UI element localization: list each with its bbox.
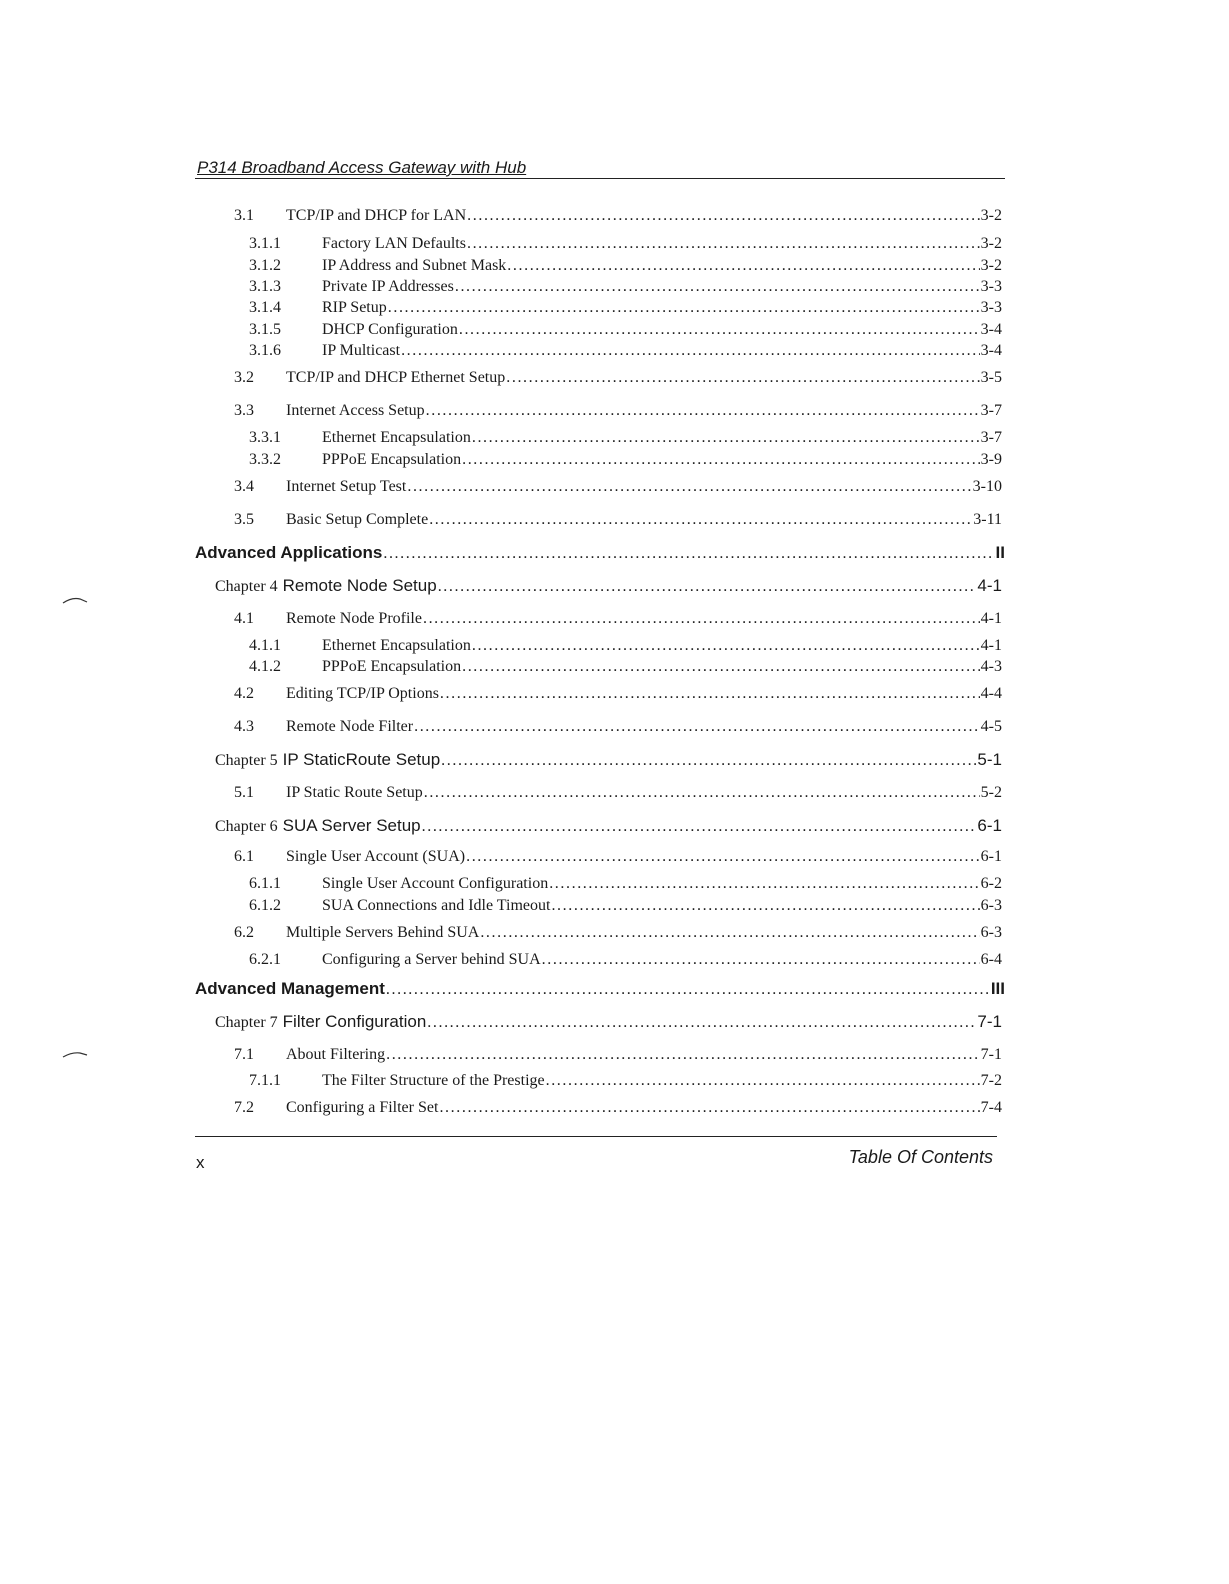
toc-entry-number: 6.2 [234, 924, 254, 941]
toc-entry[interactable] [234, 717, 1002, 737]
scan-mark [62, 1050, 88, 1058]
toc-entry-number: 3.1.2 [249, 257, 281, 274]
toc-page-number: 3-11 [973, 511, 1002, 528]
toc-page-number: 6-3 [980, 897, 1002, 914]
toc-entry-title: Remote Node Profile [286, 610, 422, 627]
toc-entry[interactable] [249, 256, 1002, 276]
toc-entry-number: 3.2 [234, 369, 254, 386]
toc-dot-leader [546, 1071, 980, 1091]
toc-entry-title: Remote Node Filter [286, 718, 414, 735]
toc-entry-number: 3.1.1 [249, 235, 281, 252]
toc-entry-title: RIP Setup [322, 299, 387, 316]
toc-entry-number: 4.2 [234, 685, 254, 702]
toc-page-number: 5-1 [977, 750, 1002, 769]
toc-chapter-label: Chapter 5 [215, 752, 278, 769]
toc-entry[interactable] [249, 1071, 1002, 1091]
toc-entry-number: 3.3.1 [249, 429, 281, 446]
toc-dot-leader [467, 234, 980, 254]
toc-entry[interactable] [249, 320, 1002, 340]
toc-entry-number: 3.3.2 [249, 451, 281, 468]
toc-dot-leader [551, 896, 979, 916]
toc-page-number: 4-1 [980, 637, 1002, 654]
toc-dot-leader [438, 577, 977, 597]
toc-page-number: III [990, 979, 1005, 998]
toc-entry-title: Remote Node Setup [282, 576, 437, 595]
toc-entry[interactable] [249, 896, 1002, 916]
toc-entry-number: 4.3 [234, 718, 254, 735]
toc-entry-number: 3.1 [234, 207, 254, 224]
toc-entry[interactable] [249, 341, 1002, 361]
toc-page-number: 4-1 [980, 610, 1002, 627]
header-rule [195, 178, 1005, 179]
toc-dot-leader [507, 256, 979, 276]
toc-entry[interactable] [234, 847, 1002, 867]
toc-entry-title: Internet Setup Test [286, 478, 407, 495]
toc-page-number: 3-9 [980, 451, 1002, 468]
toc-entry[interactable] [234, 923, 1002, 943]
toc-entry[interactable] [249, 950, 1002, 970]
footer-rule [195, 1136, 997, 1137]
toc-entry-title: Editing TCP/IP Options [286, 685, 439, 702]
toc-entry-title: Basic Setup Complete [286, 511, 429, 528]
toc-page-number: 3-10 [972, 478, 1002, 495]
toc-dot-leader [462, 657, 980, 677]
toc-page-number: 3-2 [980, 257, 1002, 274]
toc-dot-leader [401, 341, 980, 361]
toc-dot-leader [506, 368, 979, 388]
toc-entry[interactable] [234, 609, 1002, 629]
toc-entry-title: TCP/IP and DHCP Ethernet Setup [286, 369, 506, 386]
toc-dot-leader [549, 874, 979, 894]
toc-dot-leader [480, 923, 979, 943]
toc-entry[interactable] [215, 576, 1002, 597]
toc-entry-title: About Filtering [286, 1046, 386, 1063]
toc-entry[interactable] [234, 510, 1002, 530]
toc-page-number: 6-1 [977, 816, 1002, 835]
toc-entry[interactable] [234, 1045, 1002, 1065]
toc-entry-number: 3.5 [234, 511, 254, 528]
page-number: x [196, 1153, 205, 1172]
toc-dot-leader [459, 320, 980, 340]
toc-page-number: 3-3 [980, 278, 1002, 295]
toc-entry-number: 6.2.1 [249, 951, 281, 968]
toc-entry-title: SUA Server Setup [282, 816, 421, 835]
toc-dot-leader [440, 684, 980, 704]
toc-entry-number: 3.1.6 [249, 342, 281, 359]
toc-entry[interactable] [249, 636, 1002, 656]
toc-page-number: 6-4 [980, 951, 1002, 968]
toc-entry-number: 3.4 [234, 478, 254, 495]
toc-entry-number: 3.3 [234, 402, 254, 419]
toc-entry[interactable] [215, 816, 1002, 837]
toc-entry-title: Filter Configuration [282, 1012, 427, 1031]
toc-dot-leader [472, 636, 980, 656]
scan-mark [62, 596, 88, 604]
toc-entry-title: The Filter Structure of the Prestige [322, 1072, 545, 1089]
toc-entry-number: 4.1 [234, 610, 254, 627]
toc-entry-title: PPPoE Encapsulation [322, 658, 462, 675]
toc-entry-title: Ethernet Encapsulation [322, 637, 471, 654]
toc-dot-leader [422, 817, 977, 837]
toc-entry-title: Multiple Servers Behind SUA [286, 924, 480, 941]
toc-dot-leader [407, 477, 971, 497]
toc-entry-number: 3.1.5 [249, 321, 281, 338]
toc-chapter-label: Chapter 4 [215, 578, 278, 595]
toc-entry-title: Configuring a Server behind SUA [322, 951, 541, 968]
toc-page-number: 7-1 [980, 1046, 1002, 1063]
toc-entry-title: PPPoE Encapsulation [322, 451, 462, 468]
toc-entry[interactable] [195, 543, 1005, 564]
toc-dot-leader [414, 717, 980, 737]
toc-page-number: 3-3 [980, 299, 1002, 316]
toc-entry-title: Internet Access Setup [286, 402, 425, 419]
toc-page-number: 4-1 [977, 576, 1002, 595]
running-header-title: P314 Broadband Access Gateway with Hub [197, 158, 527, 177]
toc-entry[interactable] [195, 979, 1005, 1000]
toc-dot-leader [383, 544, 994, 564]
toc-entry[interactable] [249, 450, 1002, 470]
toc-entry-title: Private IP Addresses [322, 278, 454, 295]
toc-entry-number: 3.1.3 [249, 278, 281, 295]
toc-entry-number: 7.1 [234, 1046, 254, 1063]
toc-entry[interactable] [234, 1098, 1002, 1118]
toc-page-number: 3-7 [980, 429, 1002, 446]
toc-entry-number: 3.1.4 [249, 299, 281, 316]
toc-dot-leader [462, 450, 980, 470]
toc-entry-title: DHCP Configuration [322, 321, 458, 338]
toc-entry-title: Single User Account (SUA) [286, 848, 466, 865]
toc-entry[interactable] [249, 428, 1002, 448]
toc-dot-leader [439, 1098, 979, 1118]
toc-entry-number: 4.1.2 [249, 658, 281, 675]
toc-page-number: 3-5 [980, 369, 1002, 386]
toc-page-number: 6-2 [980, 875, 1002, 892]
toc-page-number: 3-2 [980, 207, 1002, 224]
toc-page-number: 4-4 [980, 685, 1002, 702]
footer-section-title: Table Of Contents [848, 1147, 993, 1167]
toc-entry-title: Ethernet Encapsulation [322, 429, 471, 446]
toc-entry[interactable] [234, 477, 1002, 497]
toc-entry-title: Configuring a Filter Set [286, 1099, 439, 1116]
toc-entry[interactable] [249, 298, 1002, 318]
toc-entry[interactable] [234, 684, 1002, 704]
toc-entry-number: 7.2 [234, 1099, 254, 1116]
toc-dot-leader [386, 980, 990, 1000]
toc-dot-leader [424, 783, 980, 803]
toc-entry[interactable] [249, 657, 1002, 677]
toc-entry[interactable] [234, 368, 1002, 388]
toc-entry-title: SUA Connections and Idle Timeout [322, 897, 551, 914]
toc-entry[interactable] [215, 1012, 1002, 1033]
toc-page-number: 4-3 [980, 658, 1002, 675]
toc-page-number: 3-2 [980, 235, 1002, 252]
toc-entry-title: IP Static Route Setup [286, 784, 423, 801]
toc-entry[interactable] [249, 277, 1002, 297]
toc-dot-leader [542, 950, 980, 970]
toc-entry-number: 5.1 [234, 784, 254, 801]
toc-entry-title: TCP/IP and DHCP for LAN [286, 207, 467, 224]
toc-entry-title: Advanced Applications [195, 543, 383, 562]
toc-entry[interactable] [234, 783, 1002, 803]
toc-entry-title: IP Multicast [322, 342, 401, 359]
toc-entry-title: IP Address and Subnet Mask [322, 257, 507, 274]
toc-dot-leader [429, 510, 972, 530]
toc-entry-title: IP StaticRoute Setup [282, 750, 441, 769]
toc-page-number: 3-4 [980, 342, 1002, 359]
toc-chapter-label: Chapter 6 [215, 818, 278, 835]
toc-entry[interactable] [249, 874, 1002, 894]
toc-dot-leader [467, 206, 980, 226]
toc-dot-leader [426, 401, 980, 421]
toc-dot-leader [386, 1045, 980, 1065]
toc-dot-leader [423, 609, 980, 629]
toc-dot-leader [388, 298, 980, 318]
toc-page-number: 3-4 [980, 321, 1002, 338]
toc-page-number: 3-7 [980, 402, 1002, 419]
toc-chapter-label: Chapter 7 [215, 1014, 278, 1031]
toc-entry-number: 4.1.1 [249, 637, 281, 654]
toc-entry-title: Factory LAN Defaults [322, 235, 466, 252]
toc-entry-number: 6.1 [234, 848, 254, 865]
toc-entry[interactable] [234, 206, 1002, 226]
toc-entry[interactable] [215, 750, 1002, 771]
toc-dot-leader [466, 847, 980, 867]
toc-dot-leader [427, 1013, 976, 1033]
toc-page-number: 7-4 [980, 1099, 1002, 1116]
toc-page-number: II [995, 543, 1005, 562]
toc-entry-number: 6.1.1 [249, 875, 281, 892]
toc-entry[interactable] [249, 234, 1002, 254]
toc-page-number: 7-2 [980, 1072, 1002, 1089]
toc-entry[interactable] [234, 401, 1002, 421]
toc-entry-number: 6.1.2 [249, 897, 281, 914]
toc-dot-leader [472, 428, 980, 448]
toc-entry-title: Advanced Management [195, 979, 385, 998]
toc-page-number: 7-1 [977, 1012, 1002, 1031]
toc-dot-leader [441, 751, 976, 771]
toc-entry-title: Single User Account Configuration [322, 875, 549, 892]
toc-page-number: 5-2 [980, 784, 1002, 801]
toc-dot-leader [455, 277, 980, 297]
toc-page-number: 4-5 [980, 718, 1002, 735]
toc-page-number: 6-3 [980, 924, 1002, 941]
toc-entry-number: 7.1.1 [249, 1072, 281, 1089]
toc-page-number: 6-1 [980, 848, 1002, 865]
